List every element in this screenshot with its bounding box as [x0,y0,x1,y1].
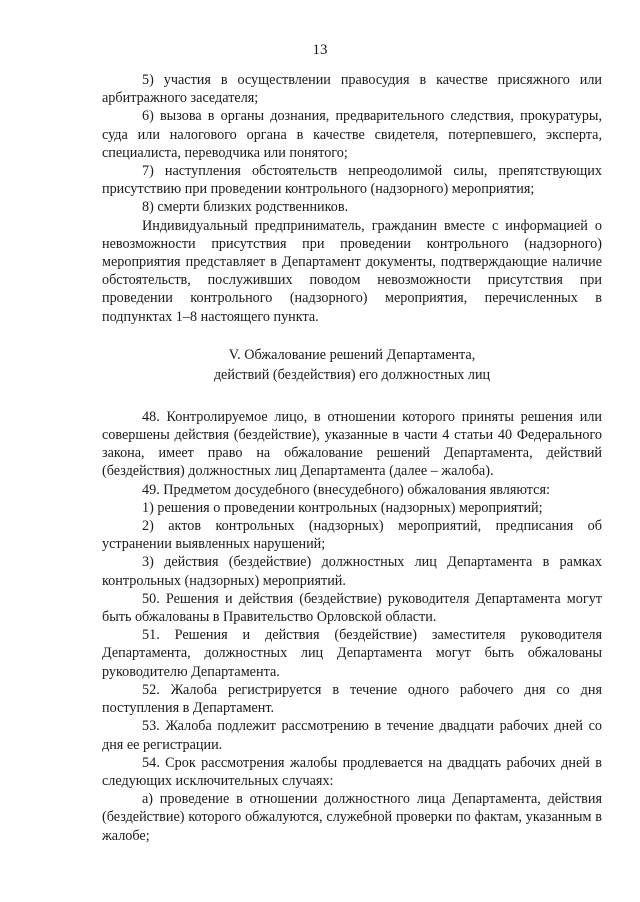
paragraph-53: 53. Жалоба подлежит рассмотрению в течение двадцати рабочих дней со дня ее регистрации. [102,718,602,753]
paragraph-51: 51. Решения и действия (бездействие) заместителя руководителя Департамента, должностных лиц Департамента могут быть обжалованы руководителю Департамента. [102,627,602,680]
paragraph-49-item-2: 2) актов контрольных (надзорных) мероприятий, предписания об устранении выявленных нарушений; [102,518,602,553]
paragraph-49-item-1: 1) решения о проведении контрольных (надзорных) мероприятий; [142,499,543,516]
paragraph-52: 52. Жалоба регистрируется в течение одного рабочего дня со дня поступления в Департамент. [102,681,602,717]
paragraph-49: 49. Предметом досудебного (внесудебного) обжалования являются: [142,481,550,498]
paragraph-item-6: 6) вызова в органы дознания, предварительного следствия, прокуратуры, суда или налогового органа в качестве свидетеля, потерпевшего, эксперта, специалиста, переводчика или понятого; [102,108,602,161]
paragraph-54-item-a: а) проведение в отношении должностного лица Департамента, действия (бездействие) которого обжалуются, служебной проверки по фактам, указанным в жалобе; [102,791,602,844]
paragraph-49-item-3: 3) действия (бездействие) должностных лиц Департамента в рамках контрольных (надзорных) мероприятий. [102,554,602,589]
paragraph-item-7: 7) наступления обстоятельств непреодолимой силы, препятствующих присутствию при проведении контрольного (надзорного) мероприятия; [102,163,602,198]
section-heading-line-1: V. Обжалование решений Департамента, [228,346,476,363]
paragraph-item-5: 5) участия в осуществлении правосудия в качестве присяжного или арбитражного заседателя; [102,72,602,107]
section-heading [102,345,602,385]
paragraph-item-8: 8) смерти близких родственников. [142,199,349,216]
paragraph-entrepreneur-note: Индивидуальный предприниматель, гражданин вместе с информацией о невозможности присутствия при проведении контрольного (надзорного) мероприятия представляет в Департамент документы, подтверждающие наличие обстоятельств, послуживших поводом невозможности присутствия при проведении контрольного (надзорного) мероприятия, перечисленных в подпунктах 1–8 настоящего пункта. [102,217,602,325]
paragraph-54: 54. Срок рассмотрения жалобы продлевается на двадцать рабочих дней в следующих исключительных случаях: [102,754,602,789]
section-heading-line-2: действий (бездействия) его должностных лиц [213,366,491,383]
paragraph-50: 50. Решения и действия (бездействие) руководителя Департамента могут быть обжалованы в Правительство Орловской области. [102,590,602,626]
paragraph-48: 48. Контролируемое лицо, в отношении которого приняты решения или совершены действия (бездействие), указанные в части 4 статьи 40 Федерального закона, имеет право на обжалование решений Департамента, действий (бездействия) должностных лиц Департамента (далее – жалоба). [102,408,602,480]
page-number: 13 [312,42,328,58]
document-body [102,71,602,845]
